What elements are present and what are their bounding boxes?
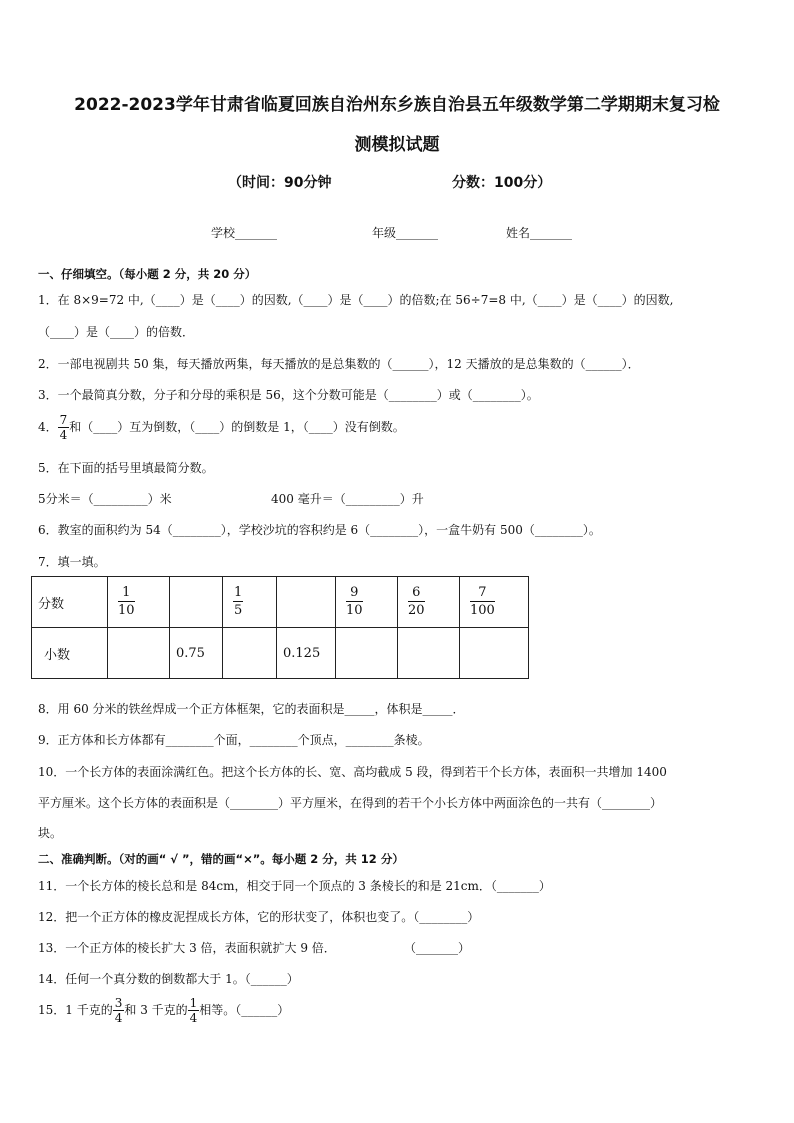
table-cell[interactable] xyxy=(460,628,529,679)
table-cell[interactable]: 0.125 xyxy=(277,628,336,679)
question-9: 9．正方体和长方体都有________个面，________个顶点，________条棱。 xyxy=(38,733,430,747)
question-10-line2: 平方厘米。这个长方体的表面积是（________）平方厘米，在得到的若干个小长方体中两面涂色的一共有（________） xyxy=(38,796,663,810)
table-cell[interactable]: 0.75 xyxy=(170,628,223,679)
exam-time: （时间：90分钟 xyxy=(228,175,332,191)
cell-numerator: 6 xyxy=(408,586,425,602)
table-cell[interactable] xyxy=(170,577,223,628)
question-1-line2: （____）是（____）的倍数． xyxy=(38,325,195,339)
question-4 xyxy=(38,414,405,441)
table-row-decimal xyxy=(32,628,529,679)
question-13: 13．一个正方体的棱长扩大 3 倍，表面积就扩大 9 倍． xyxy=(38,941,336,955)
page-title-line2: 测模拟试题 xyxy=(354,135,440,155)
fraction-numerator: 7 xyxy=(59,413,68,427)
cell-numerator: 1 xyxy=(234,585,243,600)
row-label-decimal: 小数 xyxy=(32,628,108,679)
fraction-denominator: 4 xyxy=(189,1011,198,1025)
fraction-denominator: 4 xyxy=(114,1011,123,1025)
fraction-7-4 xyxy=(58,414,70,441)
section1-heading: 一、仔细填空。（每小题 2 分，共 20 分） xyxy=(38,267,257,281)
table-cell[interactable] xyxy=(460,577,529,628)
question-14: 14．任何一个真分数的倒数都大于 1。（______） xyxy=(38,972,299,986)
table-cell[interactable] xyxy=(223,628,277,679)
question-15 xyxy=(38,997,289,1024)
table-cell[interactable] xyxy=(398,628,460,679)
question-13-blank[interactable]: （_______） xyxy=(404,941,471,955)
question-10-line1: 10．一个长方体的表面涂满红色。把这个长方体的长、宽、高均截成 5 段，得到若干个长方体，表面积一共增加 1400 xyxy=(38,765,667,779)
cell-denominator: 10 xyxy=(346,603,363,618)
question-10-line3: 块。 xyxy=(38,826,63,840)
question-5-part-a: 5分米＝（_________）米 xyxy=(38,492,172,506)
fill-table xyxy=(31,576,529,679)
table-cell[interactable] xyxy=(108,577,170,628)
cell-denominator: 5 xyxy=(234,603,243,618)
cell-numerator: 9 xyxy=(346,586,363,602)
question-12: 12．把一个正方体的橡皮泥捏成长方体，它的形状变了，体积也变了。（________） xyxy=(38,910,480,924)
question-3: 3．一个最简真分数，分子和分母的乘积是 56，这个分数可能是（________）或（________）。 xyxy=(38,388,539,402)
question-11: 11．一个长方体的棱长总和是 84cm，相交于同一个顶点的 3 条棱长的和是 21cm．（_______） xyxy=(38,879,551,893)
grade-field[interactable]: 年级_______ xyxy=(372,226,439,240)
fraction-numerator: 1 xyxy=(189,996,198,1010)
page-title-line1: 2022-2023学年甘肃省临夏回族自治州东乡族自治县五年级数学第二学期期末复习检 xyxy=(74,95,720,115)
question-1-line1: 1．在 8×9=72 中,（____）是（____）的因数,（____）是（____）的倍数;在 56÷7=8 中,（____）是（____）的因数, xyxy=(38,293,674,307)
fraction-denominator: 4 xyxy=(59,428,68,442)
question-15-part-a: 15．1 千克的 xyxy=(38,1003,113,1017)
cell-numerator: 7 xyxy=(470,586,495,602)
question-7: 7．填一填。 xyxy=(38,555,106,569)
fraction-1-4 xyxy=(188,997,200,1024)
question-5: 5．在下面的括号里填最简分数。 xyxy=(38,461,214,475)
fraction-numerator: 3 xyxy=(114,996,123,1010)
fraction-3-4 xyxy=(113,997,125,1024)
cell-numerator: 1 xyxy=(118,586,135,602)
question-6: 6．教室的面积约为 54（________），学校沙坑的容积约是 6（________），一盒牛奶有 500（________）。 xyxy=(38,523,601,537)
table-cell[interactable] xyxy=(336,628,398,679)
table-cell[interactable] xyxy=(108,628,170,679)
table-cell[interactable] xyxy=(277,577,336,628)
table-cell[interactable] xyxy=(223,577,277,628)
cell-denominator: 100 xyxy=(470,603,495,618)
question-15-part-c: 相等。（______） xyxy=(199,1003,290,1017)
school-field[interactable]: 学校_______ xyxy=(211,226,278,240)
table-row-fraction xyxy=(32,577,529,628)
question-8: 8．用 60 分米的铁丝焊成一个正方体框架，它的表面积是_____，体积是_____． xyxy=(38,702,465,716)
cell-denominator: 10 xyxy=(118,603,135,618)
question-2: 2．一部电视剧共 50 集，每天播放两集，每天播放的是总集数的（______），12 天播放的是总集数的（______）． xyxy=(38,357,640,371)
cell-denominator: 20 xyxy=(408,603,425,618)
section2-heading: 二、准确判断。（对的画“ √ ”，错的画“×”。每小题 2 分，共 12 分） xyxy=(38,852,404,866)
question-4-text: 和（____）互为倒数，（____）的倒数是 1，（____）没有倒数。 xyxy=(69,420,405,434)
question-4-prefix: 4． xyxy=(38,420,58,434)
row-label-fraction: 分数 xyxy=(32,577,108,628)
table-cell[interactable] xyxy=(398,577,460,628)
question-15-part-b: 和 3 千克的 xyxy=(124,1003,188,1017)
exam-score: 分数：100分） xyxy=(452,175,552,191)
question-5-part-b: 400 毫升＝（_________）升 xyxy=(271,492,424,506)
name-field[interactable]: 姓名_______ xyxy=(506,226,573,240)
table-cell[interactable] xyxy=(336,577,398,628)
